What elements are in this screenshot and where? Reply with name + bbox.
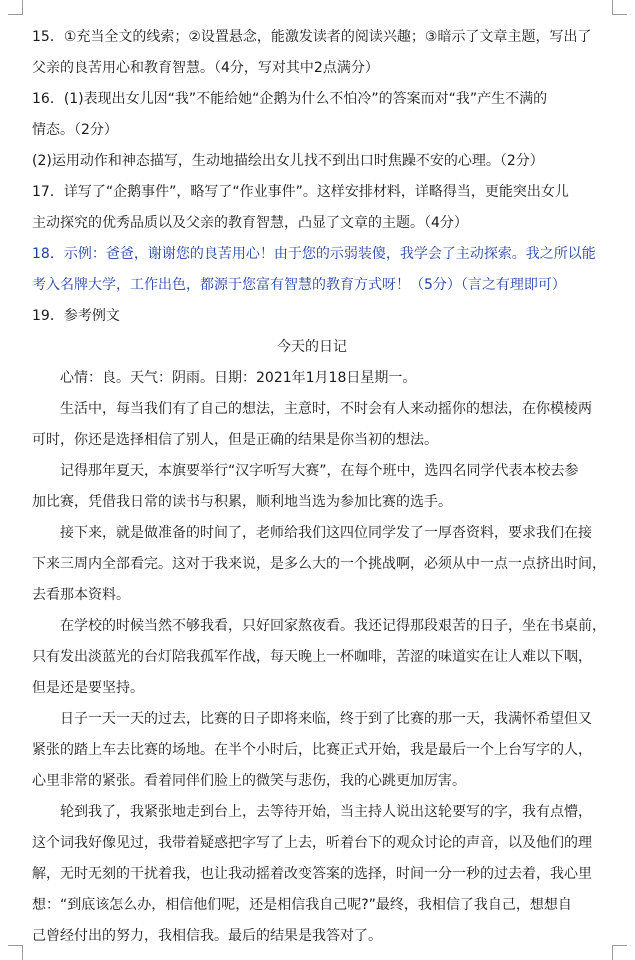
essay-paragraph	[32, 611, 606, 704]
essay-paragraph	[32, 456, 592, 518]
text-line: 16．(1)表现出女儿因“我”不能给她“企鹅为什么不怕冷”的答案而对“我”产生不满的	[32, 91, 548, 107]
essay-paragraph	[32, 797, 592, 952]
document-page	[32, 22, 606, 952]
text-line: 15．①充当全文的线索；②设置悬念，能激发读者的阅读兴趣；③暗示了文章主题，写出了	[32, 29, 592, 45]
page-corner-mark	[8, 0, 23, 15]
text-line: 解，无时无刻的干扰着我，也让我动摇着改变答案的选择，时间一分一秒的过去着，我心里	[32, 866, 592, 882]
answer-19-label: 19．参考例文	[32, 308, 120, 324]
text-line: 生活中，每当我们有了自己的想法，主意时，不时会有人来动摇你的想法，在你模棱两	[60, 401, 592, 417]
essay-paragraph	[32, 394, 592, 456]
page-corner-mark	[612, 945, 627, 960]
answer-18	[32, 239, 596, 301]
text-line: 去看那本资料。	[32, 587, 130, 603]
essay-paragraph	[32, 518, 606, 611]
answer-16-2	[32, 146, 592, 177]
page-corner-mark	[612, 0, 627, 15]
text-line: 考入名牌大学，工作出色，都源于您富有智慧的教育方式呀！（5分）（言之有理即可）	[32, 277, 566, 293]
answer-17	[32, 177, 592, 239]
essay-title: 今天的日记	[277, 339, 347, 355]
essay-meta: 心情：良。天气：阴雨。日期：2021年1月18日星期一。	[60, 370, 417, 386]
text-line: 心里非常的紧张。看着同伴们脸上的微笑与悲伤，我的心跳更加厉害。	[32, 773, 466, 789]
text-line: 己曾经付出的努力，我相信我。最后的结果是我答对了。	[32, 928, 382, 944]
text-line: 加比赛，凭借我日常的读书与积累，顺利地当选为参加比赛的选手。	[32, 494, 452, 510]
text-line: 想：“到底该怎么办，相信他们呢，还是相信我自己呢?”最终，我相信了我自己，想想自	[32, 897, 572, 913]
text-line: 接下来，就是做准备的时间了，老师给我们这四位同学发了一厚沓资料，要求我们在接	[60, 525, 592, 541]
answer-16-1	[32, 84, 592, 146]
text-line: 日子一天一天的过去，比赛的日子即将来临，终于到了比赛的那一天，我满怀希望但又	[60, 711, 592, 727]
text-line: 下来三周内全部看完。这对于我来说，是多么大的一个挑战啊，必须从中一点一点挤出时间，	[32, 556, 606, 572]
text-line: 轮到我了，我紧张地走到台上，去等待开始，当主持人说出这轮要写的字，我有点懵，	[60, 804, 592, 820]
text-line: 这个词我好像见过，我带着疑惑把字写了上去，听着台下的观众讨论的声音，以及他们的理	[32, 835, 592, 851]
text-line: 17．详写了“企鹅事件”，略写了“作业事件”。这样安排材料，详略得当，更能突出女儿	[32, 184, 569, 200]
text-line: 可时，你还是选择相信了别人，但是正确的结果是你当初的想法。	[32, 432, 438, 448]
page-corner-mark	[8, 945, 23, 960]
text-line: 只有发出淡蓝光的台灯陪我孤军作战，每天晚上一杯咖啡，苦涩的味道实在让人难以下咽，	[32, 649, 592, 665]
text-line: (2)运用动作和神态描写，生动地描绘出女儿找不到出口时焦躁不安的心理。（2分）	[32, 153, 544, 169]
text-line: 父亲的良苦用心和教育智慧。（4分，写对其中2点满分）	[32, 60, 379, 76]
text-line: 但是还是要坚持。	[32, 680, 144, 696]
answer-15	[32, 22, 592, 84]
text-line: 情态。（2分）	[32, 122, 118, 138]
text-line: 紧张的踏上车去比赛的场地。在半个小时后，比赛正式开始，我是最后一个上台写字的人，	[32, 742, 592, 758]
essay-paragraph	[32, 704, 592, 797]
text-line: 主动探究的优秀品质以及父亲的教育智慧，凸显了文章的主题。（4分）	[32, 215, 468, 231]
text-line: 记得那年夏天，本旗要举行“汉字听写大赛”，在每个班中，选四名同学代表本校去参	[60, 463, 579, 479]
text-line: 在学校的时候当然不够我看，只好回家熬夜看。我还记得那段艰苦的日子，坐在书桌前，	[60, 618, 606, 634]
text-line: 18．示例：爸爸，谢谢您的良苦用心！由于您的示弱装傻，我学会了主动探索。我之所以能	[32, 246, 596, 262]
